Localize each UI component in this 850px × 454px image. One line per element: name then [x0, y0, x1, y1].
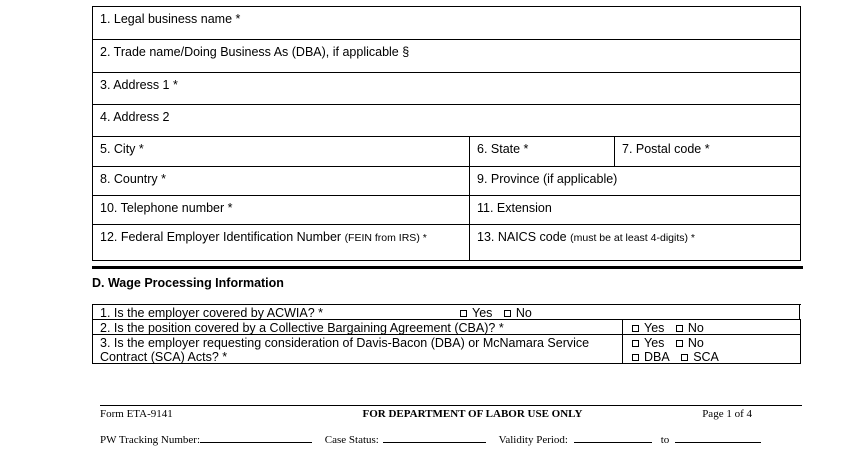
employer-info-grid — [92, 6, 801, 261]
form-number: Form ETA-9141 — [100, 408, 173, 420]
extension-label: 11. Extension — [477, 201, 552, 215]
checkbox-icon[interactable] — [632, 354, 639, 361]
legal-business-name-label: 1. Legal business name * — [100, 12, 241, 26]
country-field[interactable] — [93, 167, 470, 195]
checkbox-icon[interactable] — [460, 310, 467, 317]
city-field[interactable] — [93, 137, 470, 166]
row-city-state-postal — [93, 137, 801, 167]
dba-sca-question-line1: 3. Is the employer requesting consideration of Davis-Bacon (DBA) or McNamara Service — [100, 336, 590, 350]
extension-field[interactable] — [470, 196, 801, 224]
checkbox-icon[interactable] — [504, 310, 511, 317]
state-field[interactable] — [470, 137, 615, 166]
dba-sca-question-line2: Contract (SCA) Acts? * — [100, 350, 228, 364]
acwia-no-option[interactable] — [502, 306, 532, 320]
dba-sca-yes-label: Yes — [644, 336, 665, 350]
naics-label: 13. NAICS code — [477, 230, 571, 244]
question-acwia — [93, 305, 801, 320]
checkbox-icon[interactable] — [632, 325, 639, 332]
fein-label: 12. Federal Employer Identification Number — [100, 230, 345, 244]
question-cba — [93, 320, 801, 335]
pw-tracking-label: PW Tracking Number: — [100, 434, 201, 446]
sca-label: SCA — [693, 350, 719, 364]
address1-label: 3. Address 1 * — [100, 78, 178, 92]
section-d-title: D. Wage Processing Information — [92, 276, 284, 290]
cba-yes-label: Yes — [644, 321, 665, 335]
cba-no-label: No — [687, 321, 704, 335]
address2-label: 4. Address 2 — [100, 110, 170, 124]
row-fein-naics — [93, 225, 801, 261]
province-label: 9. Province (if applicable) — [477, 172, 618, 186]
footer-divider — [100, 405, 802, 406]
address2-field[interactable] — [93, 105, 801, 136]
cba-question: 2. Is the position covered by a Collective Bargaining Agreement (CBA)? * — [100, 321, 504, 335]
page-number: Page 1 of 4 — [702, 408, 752, 420]
dba-label: DBA — [644, 350, 670, 364]
cba-yes-option[interactable] — [630, 321, 664, 335]
naics-note: (must be at least 4-digits) * — [570, 232, 695, 244]
row-trade-name — [93, 40, 801, 73]
checkbox-icon[interactable] — [681, 354, 688, 361]
telephone-field[interactable] — [93, 196, 470, 224]
validity-period-label: Validity Period: — [498, 434, 568, 446]
fein-field[interactable] — [93, 225, 470, 260]
row-address2 — [93, 105, 801, 137]
checkbox-icon[interactable] — [676, 340, 683, 347]
footer-line1 — [100, 408, 800, 420]
wage-processing-grid — [92, 304, 801, 364]
trade-name-label: 2. Trade name/Doing Business As (DBA), if applicable § — [100, 45, 410, 59]
telephone-label: 10. Telephone number * — [100, 201, 233, 215]
checkbox-icon[interactable] — [676, 325, 683, 332]
sca-option[interactable] — [679, 350, 719, 364]
acwia-no-label: No — [515, 306, 532, 320]
postal-code-label: 7. Postal code * — [622, 142, 710, 156]
country-label: 8. Country * — [100, 172, 167, 186]
row-address1 — [93, 73, 801, 105]
section-divider — [92, 266, 803, 269]
cba-no-option[interactable] — [674, 321, 704, 335]
row-country-province — [93, 167, 801, 196]
fein-note: (FEIN from IRS) * — [344, 232, 427, 244]
state-label: 6. State * — [477, 142, 529, 156]
trade-name-field[interactable] — [93, 40, 801, 72]
province-field[interactable] — [470, 167, 801, 195]
question-dba-sca — [93, 335, 801, 364]
dba-sca-yes-option[interactable] — [630, 336, 664, 350]
case-status-label: Case Status: — [324, 434, 379, 446]
footer-line2 — [100, 432, 800, 446]
postal-code-field[interactable] — [615, 137, 801, 166]
dba-sca-no-label: No — [687, 336, 704, 350]
row-telephone-extension — [93, 196, 801, 225]
acwia-question: 1. Is the employer covered by ACWIA? * — [100, 306, 324, 320]
acwia-yes-label: Yes — [472, 306, 493, 320]
pw-tracking-field[interactable] — [200, 432, 312, 443]
validity-start-field[interactable] — [574, 432, 652, 443]
checkbox-icon[interactable] — [632, 340, 639, 347]
naics-field[interactable] — [470, 225, 801, 260]
city-label: 5. City * — [100, 142, 144, 156]
dol-use-only: FOR DEPARTMENT OF LABOR USE ONLY — [362, 408, 583, 420]
acwia-yes-option[interactable] — [458, 306, 492, 320]
validity-end-field[interactable] — [675, 432, 761, 443]
case-status-field[interactable] — [383, 432, 486, 443]
dba-option[interactable] — [630, 350, 670, 364]
dba-sca-no-option[interactable] — [674, 336, 704, 350]
validity-to-label: to — [660, 434, 670, 446]
row-legal-name — [93, 7, 801, 40]
legal-business-name-field[interactable] — [93, 7, 801, 39]
address1-field[interactable] — [93, 73, 801, 104]
